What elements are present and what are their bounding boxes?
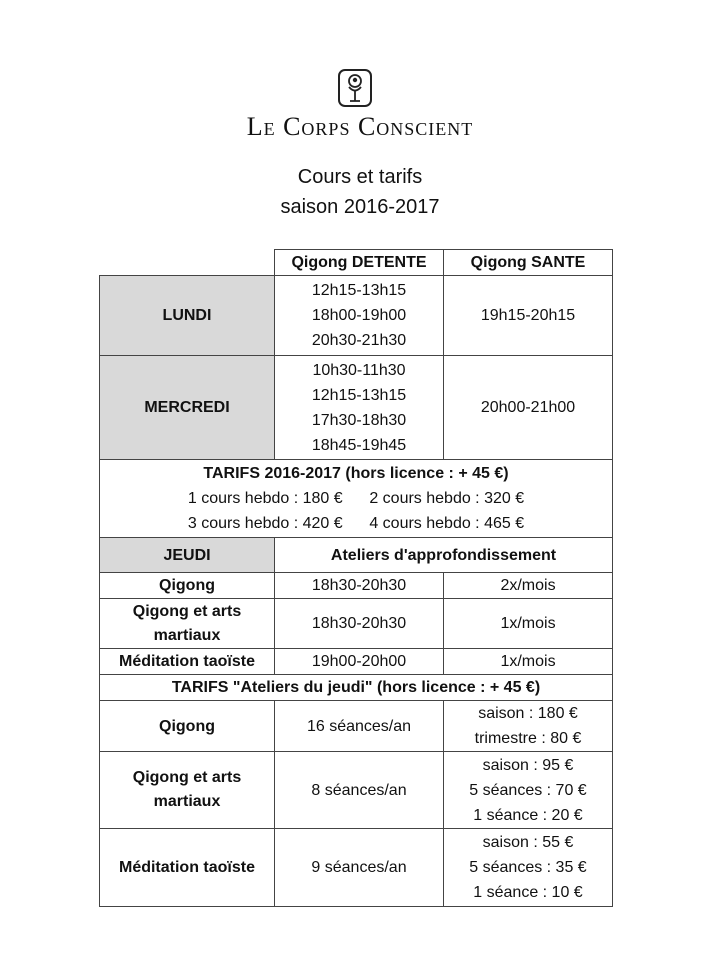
time-slot: 18h00-19h00 (311, 307, 407, 324)
brand-logo (337, 68, 373, 108)
time-slot: 10h30-11h30 (312, 361, 406, 379)
table-row (100, 752, 613, 829)
atelier-time: 18h30-20h30 (275, 573, 444, 599)
time-slot: 18h45-19h45 (311, 436, 407, 454)
tarif-name: Qigong et arts martiaux (100, 752, 275, 829)
table-row (100, 701, 613, 752)
mercredi-detente-times (275, 356, 444, 460)
tarif-sessions: 16 séances/an (275, 701, 444, 752)
lundi-sante-time: 19h15-20h15 (444, 276, 613, 356)
day-mercredi: MERCREDI (100, 356, 275, 460)
table-row (100, 599, 613, 649)
tarif-prices (444, 752, 613, 829)
brand-name: Le Corps Conscient (246, 112, 474, 141)
tarif-sessions: 9 séances/an (275, 829, 444, 907)
atelier-time: 18h30-20h30 (275, 599, 444, 649)
season-subtitle: saison 2016-2017 (280, 196, 440, 218)
table-row (100, 649, 613, 675)
lundi-detente-times (275, 276, 444, 356)
time-slot: 12h15-13h15 (311, 386, 407, 404)
empty-corner-cell (100, 250, 275, 276)
atelier-time: 19h00-20h00 (275, 649, 444, 675)
tarif-name: Méditation taoïste (100, 829, 275, 907)
tarif-prices (444, 701, 613, 752)
table-row (100, 829, 613, 907)
table-row (100, 538, 613, 573)
atelier-frequency: 1x/mois (444, 599, 613, 649)
tarif-name: Qigong (100, 701, 275, 752)
mercredi-sante-time: 20h00-21h00 (444, 356, 613, 460)
price-line: 1 séance : 10 € (473, 884, 583, 901)
price-line: 5 séances : 70 € (469, 781, 587, 799)
tarifs-block (100, 460, 613, 538)
tarifs-jeudi-title: TARIFS "Ateliers du jeudi" (hors licence : + 45 €) (100, 675, 613, 701)
schedule-table (99, 249, 613, 907)
price-line: trimestre : 80 € (474, 730, 582, 747)
tarifs-title: TARIFS 2016-2017 (hors licence : + 45 €) (203, 465, 509, 482)
price-line: saison : 55 € (482, 834, 574, 851)
page-title: Cours et tarifs (297, 166, 423, 188)
atelier-frequency: 1x/mois (444, 649, 613, 675)
price-line: saison : 180 € (478, 705, 578, 722)
table-row (100, 460, 613, 538)
ateliers-title: Ateliers d'approfondissement (275, 538, 613, 573)
time-slot: 20h30-21h30 (311, 332, 407, 349)
time-slot: 12h15-13h15 (311, 282, 407, 299)
tarifs-line: 3 cours hebdo : 420 € 4 cours hebdo : 465 € (187, 515, 525, 532)
table-row (100, 573, 613, 599)
day-lundi: LUNDI (100, 276, 275, 356)
price-line: 5 séances : 35 € (469, 859, 587, 876)
day-jeudi: JEUDI (100, 538, 275, 573)
table-row (100, 276, 613, 356)
atelier-frequency: 2x/mois (444, 573, 613, 599)
atelier-name: Qigong et arts martiaux (100, 599, 275, 649)
atelier-name: Méditation taoïste (100, 649, 275, 675)
table-row (100, 675, 613, 701)
header-qigong-detente: Qigong DETENTE (275, 250, 444, 276)
price-line: 1 séance : 20 € (473, 806, 583, 824)
header-qigong-sante: Qigong SANTE (444, 250, 613, 276)
table-row (100, 356, 613, 460)
tarifs-line: 1 cours hebdo : 180 € 2 cours hebdo : 320 € (187, 490, 525, 507)
tarif-sessions: 8 séances/an (275, 752, 444, 829)
tarif-prices (444, 829, 613, 907)
time-slot: 17h30-18h30 (311, 411, 407, 429)
price-line: saison : 95 € (482, 756, 574, 774)
atelier-name: Qigong (100, 573, 275, 599)
